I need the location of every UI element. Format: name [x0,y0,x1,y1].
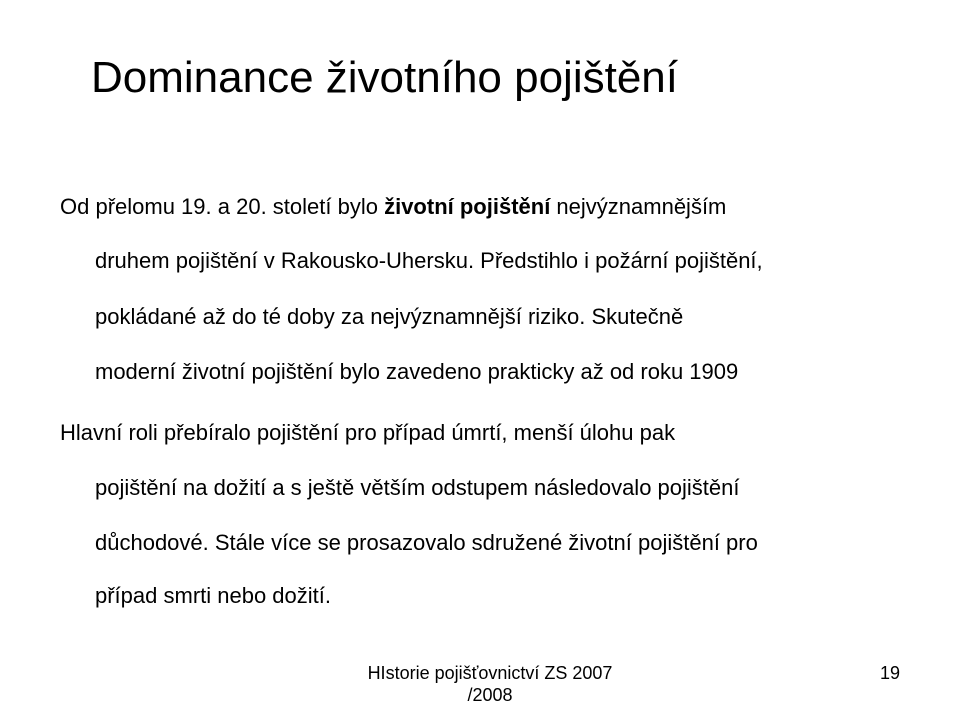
page-number: 19 [880,663,901,683]
paragraph1-line3: pokládané až do té doby za nejvýznamnější riziko. Skutečně [95,304,684,329]
paragraph2-line2: pojištění na dožití a s ještě větším odstupem následovalo pojištění [95,475,740,500]
paragraph2-line4: případ smrti nebo dožití. [95,583,332,608]
paragraph2-line3: důchodové. Stále více se prosazovalo sdružené životní pojištění pro [95,530,758,555]
paragraph1-line1-text-start: Od přelomu 19. a 20. století bylo [60,194,385,219]
paragraph1-line2: druhem pojištění v Rakousko-Uhersku. Předstihlo i požární pojištění, [95,248,763,273]
paragraph1-bold-phrase: životní pojištění [384,194,551,219]
footer-line1: HIstorie pojišťovnictví ZS 2007 [367,663,613,683]
slide-title: Dominance životního pojištění [91,53,678,102]
paragraph1-line4: moderní životní pojištění bylo zavedeno prakticky až od roku 1909 [95,359,739,384]
paragraph1-line1-text-end: nejvýznamnějším [550,194,727,219]
footer-line2: /2008 [467,685,513,705]
footer-text [360,662,620,706]
paragraph2-line1: Hlavní roli přebíralo pojištění pro případ úmrtí, menší úlohu pak [60,420,676,445]
paragraph1-line1 [60,194,726,220]
